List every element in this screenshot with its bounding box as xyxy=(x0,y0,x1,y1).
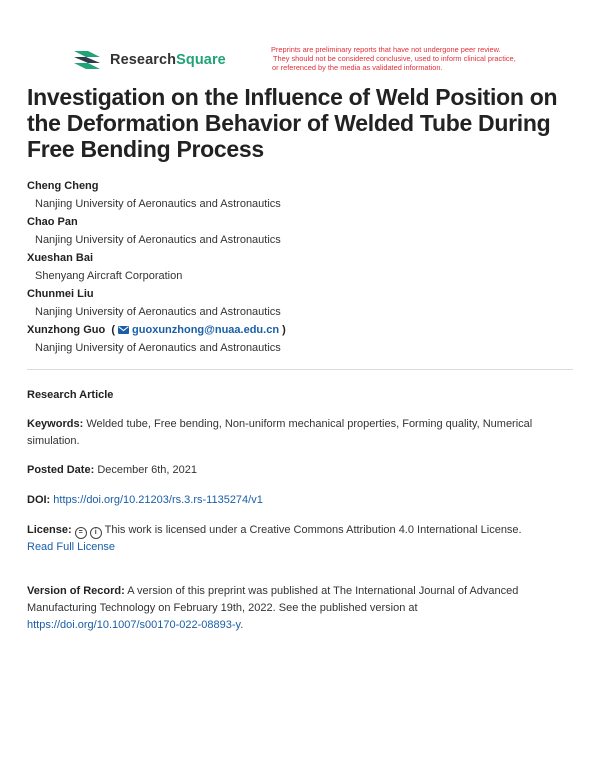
author-name[interactable]: Xueshan Bai xyxy=(27,252,94,264)
preprint-notice xyxy=(271,45,561,72)
version-of-record xyxy=(27,583,573,634)
keywords-label: Keywords: xyxy=(27,418,84,430)
keywords xyxy=(27,416,573,450)
section-divider xyxy=(27,369,573,370)
doi-label: DOI: xyxy=(27,494,51,506)
author-list xyxy=(27,179,587,359)
vor-link[interactable]: https://doi.org/10.1007/s00170-022-08893-y. xyxy=(27,619,244,631)
doi-link[interactable]: https://doi.org/10.21203/rs.3.rs-1135274/v1 xyxy=(53,494,263,506)
keywords-value: Welded tube, Free bending, Non-uniform mechanical properties, Forming quality, Numerical simulation. xyxy=(27,418,533,447)
posted-date-value: December 6th, 2021 xyxy=(97,464,197,476)
posted-date xyxy=(27,462,573,479)
doi xyxy=(27,492,573,509)
logo-wordmark: ResearchSquare xyxy=(110,52,226,68)
author-affiliation: Nanjing University of Aeronautics and Astronautics xyxy=(35,234,281,246)
author-name[interactable]: Xunzhong Guo xyxy=(27,324,106,336)
license-text: This work is licensed under a Creative Commons Attribution 4.0 International License. xyxy=(104,524,522,536)
notice-line: or referenced by the media as validated information. xyxy=(272,63,443,72)
research-square-logo[interactable] xyxy=(72,49,226,71)
cc-by-icon: i xyxy=(90,527,102,539)
license xyxy=(27,522,573,556)
notice-line: Preprints are preliminary reports that have not undergone peer review. xyxy=(271,45,501,54)
article-type: Research Article xyxy=(27,389,114,401)
vor-text: A version of this preprint was published at The International Journal of Advanced Manufacturing Technology on February 19th, 2022. See the published version at xyxy=(27,585,519,614)
author-name[interactable]: Cheng Cheng xyxy=(27,180,99,192)
author-affiliation: Shenyang Aircraft Corporation xyxy=(35,270,183,282)
author-affiliation: Nanjing University of Aeronautics and Astronautics xyxy=(35,198,281,210)
author-affiliation: Nanjing University of Aeronautics and Astronautics xyxy=(35,306,281,318)
author-email-link[interactable]: guoxunzhong@nuaa.edu.cn xyxy=(118,324,279,336)
research-square-logo-icon xyxy=(72,49,102,71)
cc-icon: = xyxy=(75,527,87,539)
posted-date-label: Posted Date: xyxy=(27,464,95,476)
paper-title: Investigation on the Influence of Weld Position on the Deformation Behavior of Welded Tube During Free Bending Process xyxy=(27,84,558,162)
envelope-icon xyxy=(118,326,129,334)
license-label: License: xyxy=(27,524,72,536)
read-full-license-link[interactable]: Read Full License xyxy=(27,541,116,553)
author-affiliation: Nanjing University of Aeronautics and Astronautics xyxy=(35,342,281,354)
vor-label: Version of Record: xyxy=(27,585,125,597)
author-name[interactable]: Chunmei Liu xyxy=(27,288,94,300)
notice-line: They should not be considered conclusive, used to inform clinical practice, xyxy=(273,54,516,63)
author-name[interactable]: Chao Pan xyxy=(27,216,78,228)
corresponding-author: Xunzhong Guo ( guoxunzhong@nuaa.edu.cn ) xyxy=(27,324,286,336)
